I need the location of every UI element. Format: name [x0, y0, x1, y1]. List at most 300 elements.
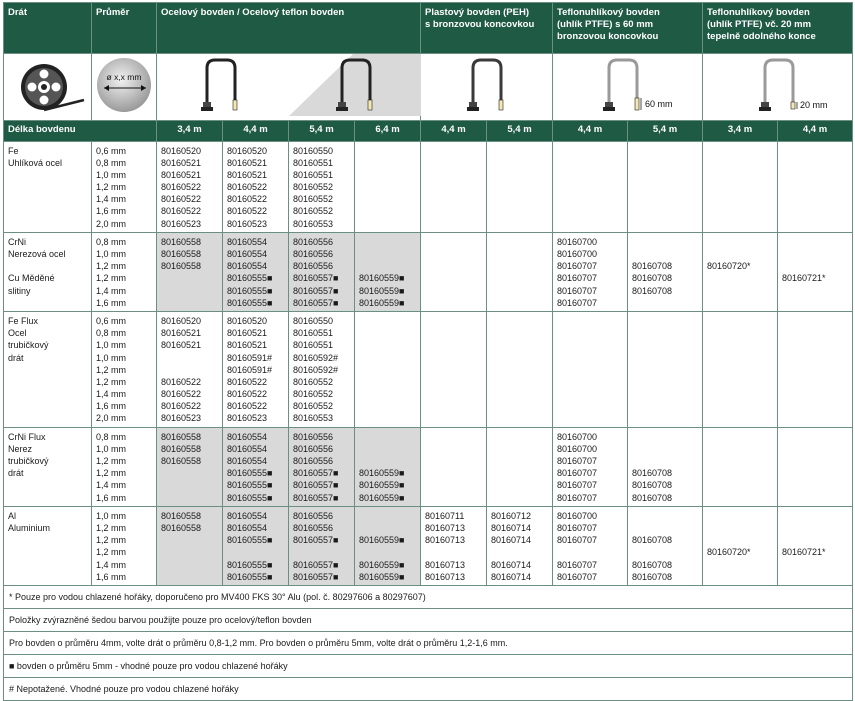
part-number: 80160554 [227, 456, 268, 466]
data-body [4, 141, 853, 585]
part-number: 80160557■ [293, 468, 339, 479]
diameter-value: 0,8 mm [96, 236, 127, 247]
part-number: 80160554 [227, 443, 268, 454]
part-number: 80160591# [227, 352, 273, 363]
part-number: 80160712 [491, 510, 532, 521]
part-number: 80160721* [782, 273, 826, 284]
part-number: 80160552 [293, 389, 334, 400]
wire-label: Nerez [8, 443, 33, 454]
part-number: 80160713 [425, 571, 466, 582]
part-number [359, 443, 416, 455]
cell-u44 [778, 232, 853, 311]
part-number: 80160554 [227, 431, 268, 442]
part-number [632, 443, 698, 455]
part-number: 80160556 [293, 261, 334, 272]
cell-wire [4, 141, 92, 232]
diameter-value: 1,6 mm [96, 297, 127, 308]
diameter-value: 1,6 mm [96, 401, 127, 412]
part-number: 80160557■ [293, 273, 339, 284]
part-number: 80160558 [161, 456, 202, 466]
part-number: 80160708 [632, 261, 673, 272]
part-number: 80160520 [227, 145, 268, 156]
part-number [227, 546, 284, 558]
cell-wire [4, 506, 92, 585]
part-number: 80160553 [293, 218, 334, 229]
part-number: 80160708 [632, 535, 673, 546]
part-number: 80160557■ [293, 297, 339, 308]
cell-c54 [289, 141, 355, 232]
diameter-icon [92, 54, 157, 116]
part-number: 80160708 [632, 273, 673, 284]
length-cell: 3,4 m [703, 120, 778, 141]
wire-label [8, 260, 87, 272]
part-number: 80160591# [227, 364, 273, 375]
cell-c44 [223, 506, 289, 585]
diameter-value: 1,2 mm [96, 261, 127, 272]
part-number: 80160521 [161, 157, 202, 168]
part-number: 80160713 [425, 522, 466, 533]
part-number: 80160521 [227, 340, 268, 351]
cell-c64 [355, 311, 421, 427]
part-number: 80160721* [782, 547, 826, 558]
cell-c54 [289, 427, 355, 506]
part-number: 80160720* [707, 547, 751, 558]
part-number: 80160552 [293, 182, 334, 193]
part-number: 80160714 [491, 559, 532, 570]
cell-c64 [355, 232, 421, 311]
wire-label: drát [8, 468, 24, 479]
cell-p54 [487, 506, 553, 585]
part-number [359, 431, 416, 443]
table-row [4, 427, 853, 506]
part-number: 80160557■ [293, 535, 339, 546]
wire-label: CrNi [8, 236, 26, 247]
plastic-liner-icon [421, 54, 553, 116]
cell-u44 [778, 141, 853, 232]
diameter-value: 1,2 mm [96, 547, 127, 558]
cell-diam [92, 506, 157, 585]
length-cell: 5,4 m [628, 120, 703, 141]
part-number [161, 352, 218, 364]
spool-icon [4, 56, 92, 118]
wire-label: Al [8, 510, 17, 521]
wire-label: Aluminium [8, 522, 51, 533]
length-label: Délka bovdenu [4, 120, 157, 141]
part-number: 80160707 [557, 297, 598, 308]
diameter-value: 1,0 mm [96, 352, 127, 363]
part-number: 80160707 [557, 480, 598, 491]
part-number [359, 260, 416, 272]
diameter-value: 0,6 mm [96, 315, 127, 326]
part-number [707, 534, 773, 546]
part-number: 80160708 [632, 285, 673, 296]
diameter-value: 1,0 mm [96, 510, 127, 521]
header-teflon20-liner: Teflonuhlíkový bovden (uhlík PTFE) vč. 20 mm tepelně odolného konce [703, 3, 853, 54]
part-number [632, 510, 698, 522]
part-number: 80160521 [227, 169, 268, 180]
part-number: 80160522 [227, 389, 268, 400]
part-number: 80160559■ [359, 480, 405, 491]
part-number [782, 260, 848, 272]
part-number: 80160708 [632, 492, 673, 503]
part-number: 80160522 [227, 194, 268, 205]
part-number: 80160521 [161, 169, 202, 180]
part-number [161, 297, 218, 309]
part-number: 80160521 [227, 328, 268, 339]
part-number: 80160522 [227, 182, 268, 193]
note-text: Pro bovden o průměru 4mm, volte drát o průměru 0,8-1,2 mm. Pro bovden o průměru 5mm, volte drát o průměru 1,2-1,6 mm. [4, 631, 853, 654]
part-number [161, 364, 218, 376]
part-number: 80160559■ [359, 273, 405, 284]
cell-p44 [421, 311, 487, 427]
note-text: ■ bovden o průměru 5mm - vhodné pouze pro vodou chlazené hořáky [4, 654, 853, 677]
teflon20-liner-icon [703, 54, 853, 116]
cell-u44 [778, 506, 853, 585]
diameter-value: 2,0 mm [96, 413, 127, 424]
cell-t44 [553, 232, 628, 311]
table-row [4, 311, 853, 427]
note-row [4, 585, 853, 608]
wire-label: drát [8, 352, 24, 363]
part-number: 80160521 [227, 157, 268, 168]
cell-c34 [157, 506, 223, 585]
part-number: 80160592# [293, 352, 339, 363]
wire-label: Fe Flux [8, 315, 39, 326]
header-steel-liner: Ocelový bovden / Ocelový teflon bovden [157, 3, 421, 54]
wire-label: Uhlíková ocel [8, 157, 63, 168]
part-number: 80160550 [293, 145, 334, 156]
part-number: 80160711 [425, 510, 465, 521]
part-number: 80160558 [161, 236, 202, 247]
part-number [359, 522, 416, 534]
part-number [707, 236, 773, 248]
part-number: 80160707 [557, 522, 598, 533]
part-number: 80160520 [161, 145, 202, 156]
part-number [425, 546, 482, 558]
cell-t44 [553, 141, 628, 232]
part-number: 80160558 [161, 510, 202, 521]
cell-u44 [778, 311, 853, 427]
part-number [782, 534, 848, 546]
part-number [161, 492, 218, 504]
part-number: 80160708 [632, 480, 673, 491]
part-number: 80160559■ [359, 285, 405, 296]
part-number: 80160552 [293, 401, 334, 412]
cell-u34 [703, 232, 778, 311]
part-number: 80160555■ [227, 535, 273, 546]
part-number [632, 522, 698, 534]
teflon60-liner-image [553, 54, 703, 121]
part-number: 80160522 [227, 206, 268, 217]
part-number: 80160520 [161, 315, 202, 326]
cell-c44 [223, 311, 289, 427]
part-number: 80160550 [293, 315, 334, 326]
part-number [161, 272, 218, 284]
part-number: 80160556 [293, 236, 334, 247]
part-number: 80160522 [161, 194, 202, 205]
cell-u34 [703, 311, 778, 427]
diameter-image [92, 54, 157, 121]
header-teflon60-liner: Teflonuhlíkový bovden (uhlík PTFE) s 60 mm bronzovou koncovkou [553, 3, 703, 54]
cell-p44 [421, 427, 487, 506]
picture-row [4, 54, 853, 121]
part-number: 80160555■ [227, 468, 273, 479]
steel-liner-icon [157, 54, 421, 116]
part-number: 80160520 [227, 315, 268, 326]
cell-c44 [223, 427, 289, 506]
part-number: 80160551 [293, 157, 334, 168]
note-text: # Nepotažené. Vhodné pouze pro vodou chlazené hořáky [4, 677, 853, 700]
part-number: 80160700 [557, 249, 598, 259]
part-number: 80160555■ [227, 285, 273, 296]
part-number: 80160522 [161, 182, 202, 193]
part-number: 80160720* [707, 261, 751, 272]
diameter-value: 1,2 mm [96, 535, 127, 546]
part-number [161, 534, 218, 546]
wire-spool-image [4, 54, 92, 121]
cell-t44 [553, 506, 628, 585]
part-number: 80160700 [557, 431, 598, 442]
part-number: 80160558 [161, 443, 202, 454]
part-number: 80160554 [227, 236, 268, 247]
header-row [4, 3, 853, 54]
length-cell: 4,4 m [223, 120, 289, 141]
cell-c54 [289, 311, 355, 427]
cell-p44 [421, 141, 487, 232]
part-number [782, 236, 848, 248]
part-number: 80160558 [161, 522, 202, 533]
header-diameter: Průměr [92, 3, 157, 54]
part-number: 80160557■ [293, 480, 339, 491]
part-number: 80160558 [161, 249, 202, 259]
part-number [293, 546, 350, 558]
part-number: 80160714 [491, 571, 532, 582]
diameter-value: 1,0 mm [96, 249, 127, 259]
diameter-value: 1,2 mm [96, 273, 127, 284]
note-text: * Pouze pro vodou chlazené hořáky, doporučeno pro MV400 FKS 30° Alu (pol. č. 80297606 a 80297607) [4, 585, 853, 608]
part-number: 80160707 [557, 285, 598, 296]
part-number [161, 546, 218, 558]
cell-diam [92, 232, 157, 311]
part-number: 80160592# [293, 364, 339, 375]
part-number: 80160522 [227, 401, 268, 412]
part-number: 80160551 [293, 169, 334, 180]
table-row [4, 232, 853, 311]
part-number: 80160554 [227, 510, 268, 521]
note-row [4, 677, 853, 700]
diameter-value: 0,8 mm [96, 328, 127, 339]
part-number: 80160559■ [359, 571, 405, 582]
diameter-value: 2,0 mm [96, 218, 127, 229]
wire-label: trubičkový [8, 340, 49, 351]
cell-p54 [487, 141, 553, 232]
part-number [632, 455, 698, 467]
part-number: 80160708 [632, 468, 673, 479]
cell-p54 [487, 232, 553, 311]
part-number: 80160555■ [227, 571, 273, 582]
part-number [632, 236, 698, 248]
cell-p54 [487, 311, 553, 427]
part-number [359, 546, 416, 558]
part-number: 80160559■ [359, 559, 405, 570]
diameter-value: 0,6 mm [96, 145, 127, 156]
part-number: 80160556 [293, 522, 334, 533]
part-number [359, 248, 416, 260]
cell-wire [4, 427, 92, 506]
diameter-value: 1,0 mm [96, 340, 127, 351]
cell-p54 [487, 427, 553, 506]
part-number: 80160714 [491, 535, 532, 546]
cell-wire [4, 311, 92, 427]
part-number: 80160521 [161, 328, 202, 339]
length-cell: 4,4 m [421, 120, 487, 141]
cell-c44 [223, 141, 289, 232]
diameter-value: 1,6 mm [96, 206, 127, 217]
part-number: 80160707 [557, 492, 598, 503]
length-cell: 4,4 m [553, 120, 628, 141]
part-number: 80160707 [557, 456, 598, 466]
teflon20-liner-image [703, 54, 853, 121]
diameter-value: 1,0 mm [96, 443, 127, 454]
part-number: 80160523 [227, 413, 268, 424]
wire-label: CrNi Flux [8, 431, 46, 442]
length-cell: 4,4 m [778, 120, 853, 141]
part-number: 80160557■ [293, 559, 339, 570]
part-number: 80160523 [161, 218, 202, 229]
header-plastic-liner: Plastový bovden (PEH) s bronzovou koncovkou [421, 3, 553, 54]
part-number: 80160708 [632, 559, 673, 570]
part-number: 80160554 [227, 261, 268, 272]
part-number: 80160713 [425, 535, 466, 546]
part-number: 80160523 [161, 413, 202, 424]
cell-c54 [289, 506, 355, 585]
part-number: 80160707 [557, 468, 598, 479]
teflon60-liner-icon [553, 54, 703, 116]
cell-t54 [628, 427, 703, 506]
part-number: 80160555■ [227, 480, 273, 491]
cell-u44 [778, 427, 853, 506]
part-number [359, 455, 416, 467]
diameter-value: 1,2 mm [96, 522, 127, 533]
cell-diam [92, 141, 157, 232]
diameter-value: 1,2 mm [96, 364, 127, 375]
part-number [632, 431, 698, 443]
cell-diam [92, 427, 157, 506]
note-row [4, 654, 853, 677]
svg-text:20 mm: 20 mm [800, 100, 828, 110]
part-number [161, 559, 218, 571]
cell-t44 [553, 427, 628, 506]
part-number [359, 510, 416, 522]
part-number [632, 248, 698, 260]
part-number [359, 236, 416, 248]
part-number: 80160557■ [293, 285, 339, 296]
diameter-value: 1,6 mm [96, 571, 127, 582]
part-number: 80160554 [227, 249, 268, 259]
part-number [161, 285, 218, 297]
cell-t54 [628, 141, 703, 232]
length-cell: 5,4 m [289, 120, 355, 141]
part-number: 80160555■ [227, 559, 273, 570]
part-number: 80160555■ [227, 297, 273, 308]
part-number: 80160555■ [227, 273, 273, 284]
part-number: 80160558 [161, 261, 202, 272]
part-number [707, 522, 773, 534]
part-number [491, 546, 548, 558]
cell-u34 [703, 141, 778, 232]
cell-c64 [355, 141, 421, 232]
cell-t54 [628, 506, 703, 585]
diameter-value: 1,0 mm [96, 169, 127, 180]
diameter-value: 1,6 mm [96, 492, 127, 503]
cell-c64 [355, 506, 421, 585]
part-number: 80160522 [161, 376, 202, 387]
part-number: 80160714 [491, 522, 532, 533]
cell-c64 [355, 427, 421, 506]
diameter-value: 1,2 mm [96, 468, 127, 479]
note-row [4, 608, 853, 631]
part-number: 80160552 [293, 206, 334, 217]
part-number: 80160700 [557, 510, 598, 521]
diameter-value: 1,2 mm [96, 182, 127, 193]
part-number: 80160559■ [359, 535, 405, 546]
cell-c34 [157, 427, 223, 506]
part-number: 80160522 [161, 206, 202, 217]
part-number [782, 522, 848, 534]
wire-label: Ocel [8, 328, 27, 339]
svg-text:ø x,x mm: ø x,x mm [106, 72, 142, 82]
part-number [707, 510, 773, 522]
part-number: 80160555■ [227, 492, 273, 503]
part-number: 80160556 [293, 431, 334, 442]
cell-u34 [703, 506, 778, 585]
table-row [4, 141, 853, 232]
part-number: 80160713 [425, 559, 466, 570]
cell-t44 [553, 311, 628, 427]
part-number: 80160556 [293, 443, 334, 454]
part-number: 80160556 [293, 456, 334, 466]
part-number: 80160559■ [359, 468, 405, 479]
cell-p44 [421, 232, 487, 311]
cell-c44 [223, 232, 289, 311]
wire-label: slitiny [8, 285, 31, 296]
part-number: 80160522 [161, 401, 202, 412]
steel-liner-image [157, 54, 421, 121]
note-text: Položky zvýrazněné šedou barvou použijte pouze pro ocelový/teflon bovden [4, 608, 853, 631]
liner-selection-table [3, 2, 853, 701]
part-number: 80160521 [161, 340, 202, 351]
part-number [161, 571, 218, 583]
diameter-value: 1,4 mm [96, 389, 127, 400]
part-number [782, 510, 848, 522]
part-number: 80160556 [293, 510, 334, 521]
length-cell: 5,4 m [487, 120, 553, 141]
part-number: 80160707 [557, 559, 598, 570]
part-number: 80160552 [293, 376, 334, 387]
cell-wire [4, 232, 92, 311]
part-number [161, 467, 218, 479]
part-number [161, 479, 218, 491]
part-number: 80160557■ [293, 571, 339, 582]
cell-c34 [157, 311, 223, 427]
part-number [782, 248, 848, 260]
part-number: 80160552 [293, 194, 334, 205]
length-row [4, 120, 853, 141]
part-number: 80160559■ [359, 297, 405, 308]
part-number: 80160558 [161, 431, 202, 442]
part-number: 80160707 [557, 571, 598, 582]
table-row [4, 506, 853, 585]
